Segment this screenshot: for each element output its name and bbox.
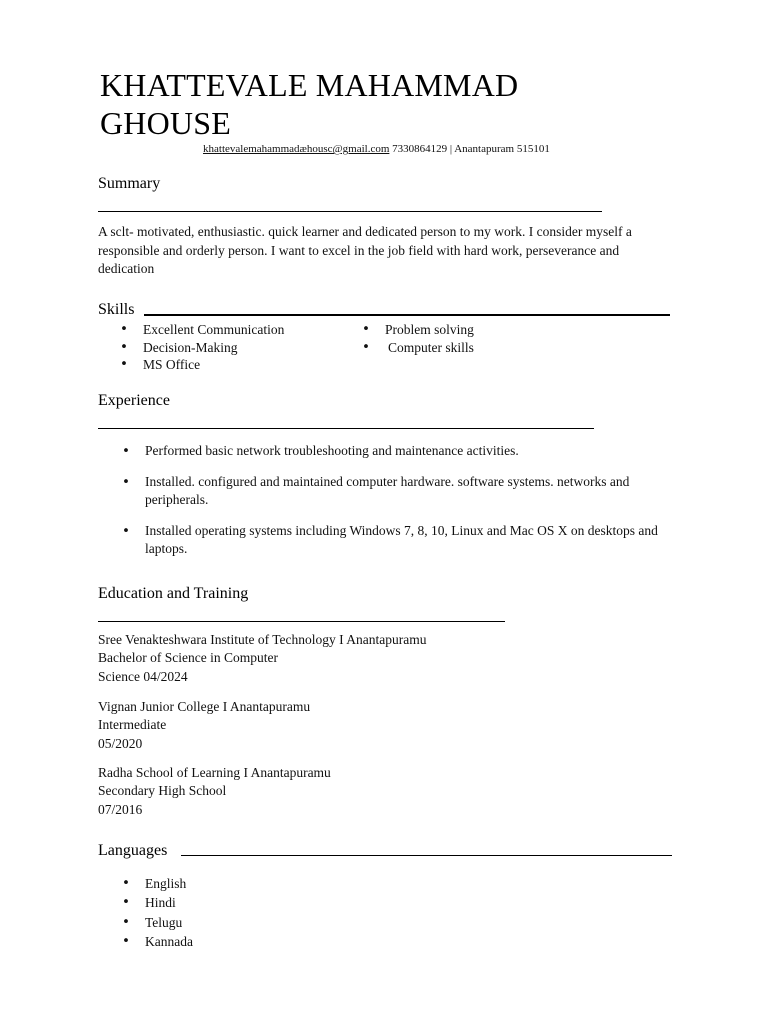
education-institution: Radha School of Learning I Anantapuramu <box>98 765 331 780</box>
skill-item: • Computer skills <box>385 339 474 357</box>
email-link[interactable]: khattevalemahammadæhousc@gmail.com <box>203 143 390 155</box>
summary-divider <box>98 211 602 212</box>
education-date: 07/2016 <box>98 801 143 817</box>
skills-divider <box>144 314 670 316</box>
education-degree: Intermediate <box>98 717 167 733</box>
languages-divider <box>181 855 672 856</box>
language-item: • Telugu <box>145 913 193 932</box>
skills-list-left <box>143 321 284 374</box>
summary-text: A sclt- motivated, enthusiastic. quick learner and dedicated person to my work. I consider myself a responsible and orderly person. I want to excel in the job field with hard work, perseverance and dedication <box>98 224 632 276</box>
skill-item: • Excellent Communication <box>143 321 284 339</box>
language-item: • English <box>145 874 193 893</box>
experience-item: • Installed. configured and maintained computer hardware. software systems. networks and peripherals. <box>145 473 665 510</box>
candidate-name: KHATTEVALE MAHAMMAD GHOUSE <box>100 67 519 141</box>
experience-list <box>145 442 665 571</box>
education-date: Science 04/2024 <box>98 668 188 684</box>
experience-item: • Performed basic network troubleshooting and maintenance activities. <box>145 442 665 461</box>
skill-item: • Decision-Making <box>143 339 284 357</box>
education-institution: Sree Venakteshwara Institute of Technology I Anantapuramu <box>98 632 427 647</box>
skill-item: • Problem solving <box>385 321 474 339</box>
experience-divider <box>98 428 594 429</box>
languages-list <box>145 874 193 952</box>
language-item: • Kannada <box>145 932 193 951</box>
education-degree: Bachelor of Science in Computer <box>98 650 278 666</box>
language-item: • Hindi <box>145 893 193 912</box>
skills-heading: Skills <box>98 301 135 318</box>
education-entry <box>98 698 658 753</box>
education-institution: Vignan Junior College I Anantapuramu <box>98 699 311 714</box>
education-degree: Secondary High School <box>98 783 227 799</box>
languages-heading: Languages <box>98 842 168 859</box>
contact-line <box>203 143 550 156</box>
education-heading: Education and Training <box>98 585 249 602</box>
experience-item: • Installed operating systems including Windows 7, 8, 10, Linux and Mac OS X on desktops and laptops. <box>145 522 665 559</box>
education-entry <box>98 764 658 819</box>
education-entry <box>98 631 658 686</box>
skills-list-right <box>385 321 474 356</box>
education-date: 05/2020 <box>98 735 143 751</box>
contact-phone-location: 7330864129 | Anantapuram 515101 <box>389 143 550 155</box>
skill-item: • MS Office <box>143 356 284 374</box>
education-divider <box>98 621 505 622</box>
experience-heading: Experience <box>98 392 170 409</box>
summary-heading: Summary <box>98 175 161 192</box>
